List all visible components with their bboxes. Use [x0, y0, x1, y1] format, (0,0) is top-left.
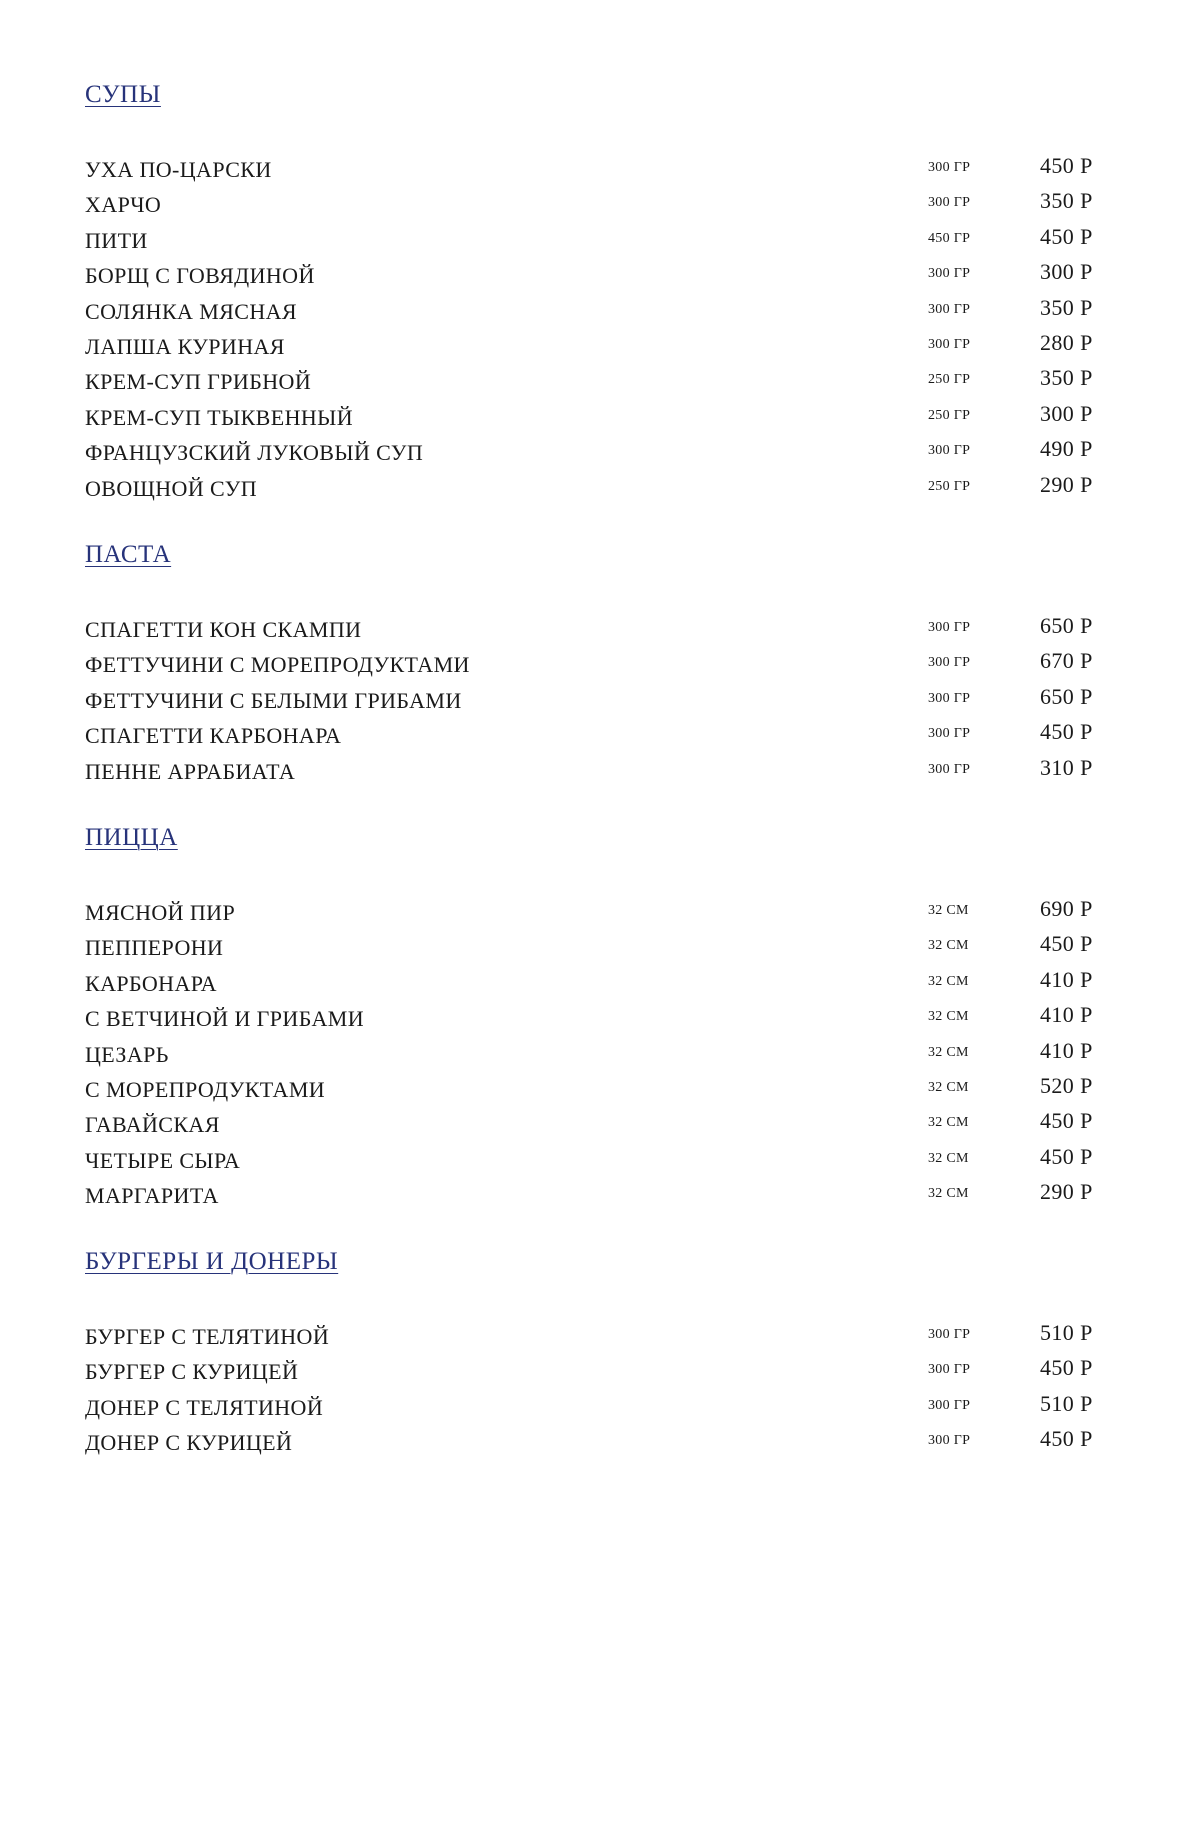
menu-item	[85, 1177, 1100, 1212]
item-price: 280 Р	[1040, 329, 1093, 355]
section-title: ПАСТА	[85, 541, 172, 568]
item-price: 510 Р	[1040, 1320, 1093, 1345]
item-weight: 300 ГР	[928, 1397, 971, 1413]
menu-item	[85, 894, 1100, 929]
menu-item	[85, 328, 1100, 363]
item-price: 410 Р	[1040, 966, 1093, 992]
menu-item	[85, 1142, 1100, 1177]
item-name: КРЕМ-СУП ТЫКВЕННЫЙ	[85, 404, 354, 430]
menu-item	[85, 1318, 1100, 1353]
item-weight: 300 ГР	[928, 160, 971, 175]
item-price: 650 Р	[1040, 613, 1093, 638]
item-weight: 300 ГР	[928, 655, 971, 671]
menu-item	[85, 717, 1100, 752]
section-title: СУПЫ	[85, 81, 161, 108]
menu-item	[85, 1106, 1100, 1141]
item-weight: 32 СМ	[928, 1044, 969, 1060]
item-name: ХАРЧО	[85, 192, 162, 218]
item-price: 450 Р	[1040, 1143, 1093, 1169]
item-weight: 250 ГР	[928, 372, 971, 388]
item-price: 410 Р	[1040, 1037, 1093, 1063]
item-price: 450 Р	[1040, 1355, 1093, 1381]
item-price: 350 Р	[1040, 188, 1093, 214]
menu-item	[85, 1353, 1100, 1388]
item-weight: 32 СМ	[928, 938, 969, 954]
item-weight: 450 ГР	[928, 230, 971, 246]
item-price: 490 Р	[1040, 436, 1093, 462]
item-name: ПЕННЕ АРРАБИАТА	[85, 758, 296, 784]
item-price: 450 Р	[1040, 931, 1093, 957]
item-price: 520 Р	[1040, 1072, 1093, 1098]
item-name: СОЛЯНКА МЯСНАЯ	[85, 298, 297, 324]
item-weight: 300 ГР	[928, 1327, 971, 1342]
item-name: ГАВАЙСКАЯ	[85, 1112, 220, 1138]
menu-item	[85, 965, 1100, 1000]
item-name: СПАГЕТТИ КОН СКАМПИ	[85, 617, 362, 642]
item-weight: 300 ГР	[928, 336, 971, 352]
item-name: ДОНЕР С ТЕЛЯТИНОЙ	[85, 1394, 324, 1420]
item-weight: 300 ГР	[928, 443, 971, 459]
menu-item	[85, 929, 1100, 964]
menu-item	[85, 1000, 1100, 1035]
item-price: 450 Р	[1040, 719, 1093, 745]
item-price: 690 Р	[1040, 896, 1093, 921]
menu-item	[85, 753, 1100, 788]
menu-item	[85, 222, 1100, 257]
item-weight: 32 СМ	[928, 1115, 969, 1131]
item-name: ФЕТТУЧИНИ С БЕЛЫМИ ГРИБАМИ	[85, 687, 462, 713]
menu-items-list	[85, 151, 1100, 505]
item-name: ФРАНЦУЗСКИЙ ЛУКОВЫЙ СУП	[85, 440, 424, 466]
item-price: 350 Р	[1040, 365, 1093, 391]
menu-item	[85, 363, 1100, 398]
menu-item	[85, 399, 1100, 434]
item-weight: 32 СМ	[928, 1186, 969, 1202]
item-weight: 300 ГР	[928, 761, 971, 777]
menu-item	[85, 1424, 1100, 1459]
item-name: ФЕТТУЧИНИ С МОРЕПРОДУКТАМИ	[85, 652, 470, 678]
item-price: 350 Р	[1040, 294, 1093, 320]
item-price: 510 Р	[1040, 1390, 1093, 1416]
item-weight: 300 ГР	[928, 195, 971, 211]
item-weight: 300 ГР	[928, 266, 971, 282]
item-price: 300 Р	[1040, 400, 1093, 426]
menu-item	[85, 682, 1100, 717]
item-weight: 32 СМ	[928, 1079, 969, 1095]
item-weight: 32 СМ	[928, 1150, 969, 1166]
item-name: ДОНЕР С КУРИЦЕЙ	[85, 1430, 293, 1456]
item-name: МЯСНОЙ ПИР	[85, 900, 236, 925]
menu-item	[85, 646, 1100, 681]
item-price: 650 Р	[1040, 683, 1093, 709]
item-name: БУРГЕР С ТЕЛЯТИНОЙ	[85, 1324, 330, 1349]
menu-item	[85, 1389, 1100, 1424]
menu-item	[85, 151, 1100, 186]
item-weight: 300 ГР	[928, 1362, 971, 1378]
menu-item	[85, 257, 1100, 292]
menu-item	[85, 1071, 1100, 1106]
item-name: МАРГАРИТА	[85, 1183, 219, 1209]
section-title: ПИЦЦА	[85, 824, 178, 851]
item-name: ЦЕЗАРЬ	[85, 1041, 169, 1067]
menu-items-list	[85, 894, 1100, 1213]
item-price: 450 Р	[1040, 1426, 1093, 1452]
item-name: БОРЩ С ГОВЯДИНОЙ	[85, 263, 315, 289]
item-weight: 32 СМ	[928, 903, 969, 918]
item-price: 450 Р	[1040, 153, 1093, 178]
item-weight: 300 ГР	[928, 620, 971, 635]
item-weight: 250 ГР	[928, 478, 971, 494]
item-price: 410 Р	[1040, 1002, 1093, 1028]
item-name: ПЕППЕРОНИ	[85, 935, 224, 961]
item-name: КРЕМ-СУП ГРИБНОЙ	[85, 369, 312, 395]
item-weight: 32 СМ	[928, 973, 969, 989]
item-price: 450 Р	[1040, 1108, 1093, 1134]
item-name: С ВЕТЧИНОЙ И ГРИБАМИ	[85, 1006, 364, 1032]
item-weight: 300 ГР	[928, 726, 971, 742]
menu-item	[85, 611, 1100, 646]
item-price: 300 Р	[1040, 259, 1093, 285]
item-weight: 300 ГР	[928, 301, 971, 317]
item-name: ЧЕТЫРЕ СЫРА	[85, 1147, 241, 1173]
item-name: БУРГЕР С КУРИЦЕЙ	[85, 1359, 299, 1385]
item-name: КАРБОНАРА	[85, 970, 217, 996]
item-price: 290 Р	[1040, 1179, 1093, 1205]
menu-item	[85, 434, 1100, 469]
menu-item	[85, 293, 1100, 328]
item-name: ОВОЩНОЙ СУП	[85, 475, 258, 501]
menu-item	[85, 186, 1100, 221]
menu-item	[85, 470, 1100, 505]
item-price: 310 Р	[1040, 754, 1093, 780]
item-name: С МОРЕПРОДУКТАМИ	[85, 1076, 326, 1102]
menu-item	[85, 1036, 1100, 1071]
item-weight: 300 ГР	[928, 1433, 971, 1449]
item-price: 670 Р	[1040, 648, 1093, 674]
item-name: СПАГЕТТИ КАРБОНАРА	[85, 723, 342, 749]
item-weight: 32 СМ	[928, 1009, 969, 1025]
menu-items-list	[85, 611, 1100, 788]
section-title: БУРГЕРЫ И ДОНЕРЫ	[85, 1248, 339, 1275]
item-name: УХА ПО-ЦАРСКИ	[85, 157, 272, 182]
item-price: 450 Р	[1040, 223, 1093, 249]
item-name: ЛАПША КУРИНАЯ	[85, 333, 285, 359]
menu-items-list	[85, 1318, 1100, 1460]
item-name: ПИТИ	[85, 227, 148, 253]
item-weight: 250 ГР	[928, 407, 971, 423]
item-weight: 300 ГР	[928, 690, 971, 706]
item-price: 290 Р	[1040, 471, 1093, 497]
